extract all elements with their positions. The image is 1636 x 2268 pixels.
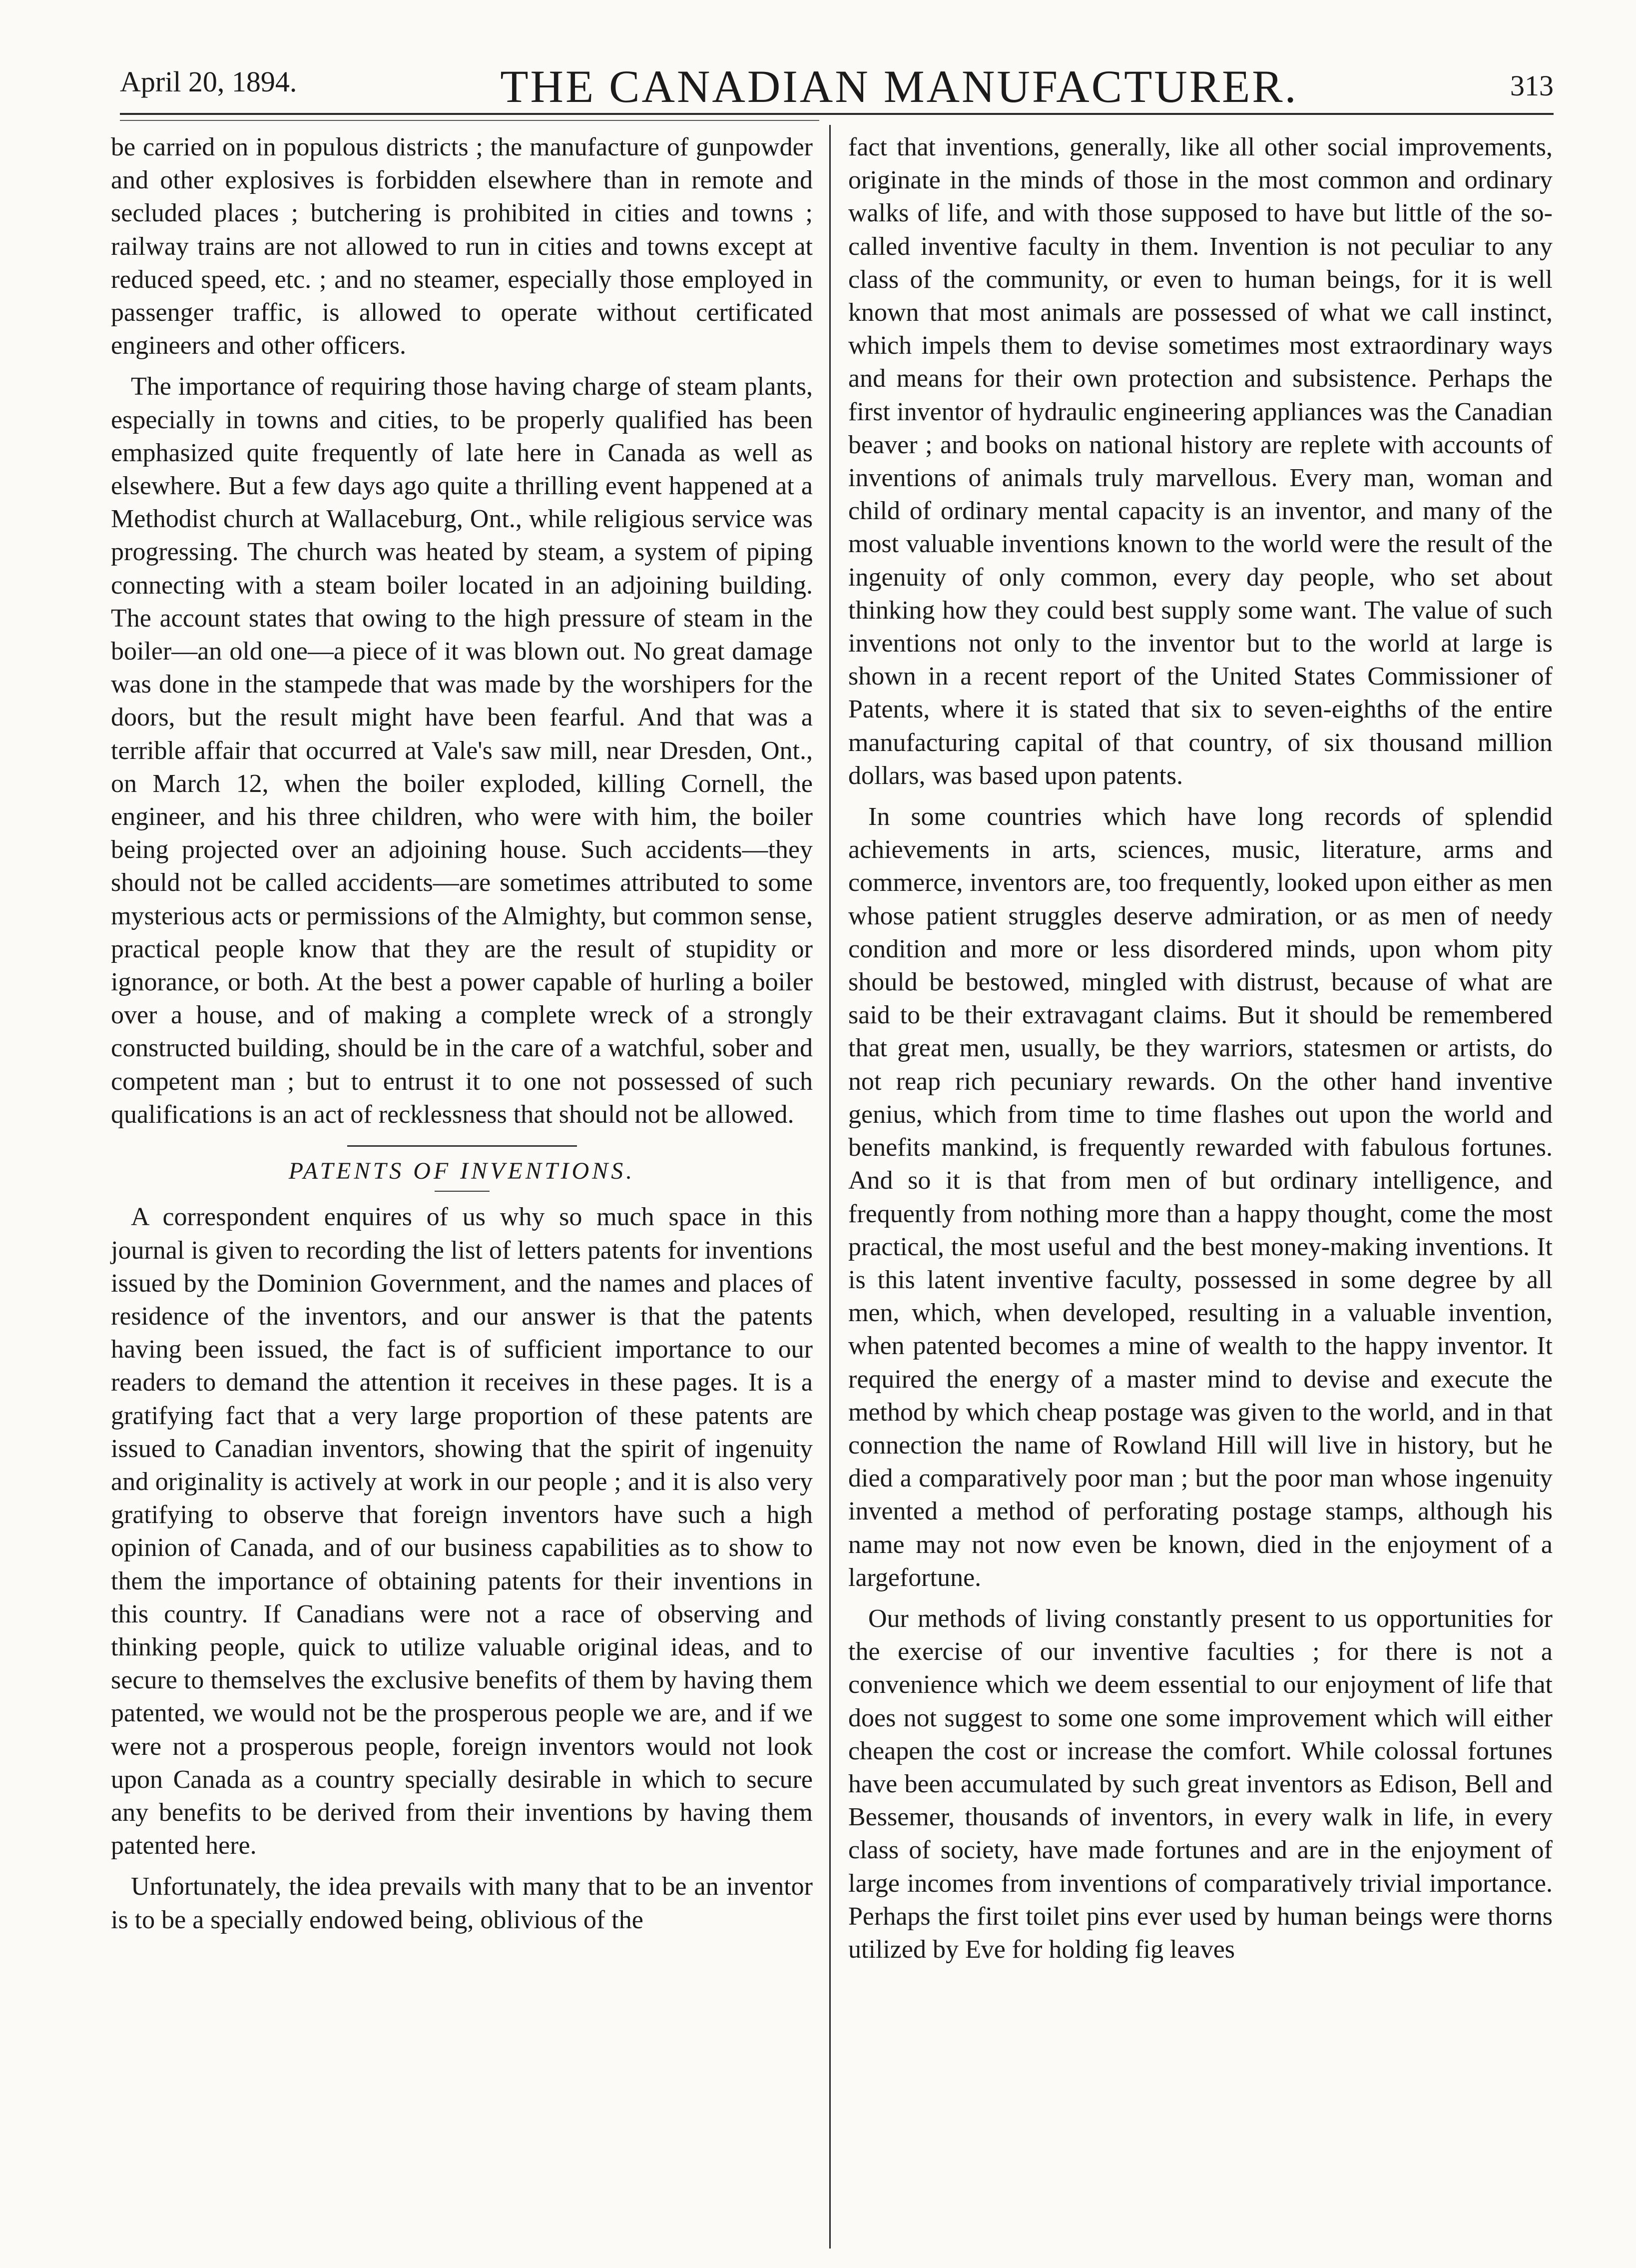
left-column xyxy=(111,131,813,1937)
paragraph: Our methods of living constantly present to us opportunities for the exercise of our inventive faculties ; for there is not a convenience which we deem essential to our enjoyment of life that does not suggest to some one some improvement which will either cheapen the cost or increase the comfort. While colossal fortunes have been accumulated by such great inventors as Edison, Bell and Bessemer, thousands of inventors, in every walk in life, in every class of society, have made fortunes and are in the enjoyment of large incomes from inventions of comparatively trivial importance. Perhaps the first toilet pins ever used by human beings were thorns utilized by Eve for holding fig leaves xyxy=(848,1604,1553,1964)
column-divider xyxy=(829,125,831,2249)
masthead-title: THE CANADIAN MANUFACTURER. xyxy=(500,61,1298,112)
header-rule-secondary xyxy=(120,120,819,121)
paragraph: The importance of requiring those having charge of steam plants, especially in towns and cities, to be properly qualified has been emphasized quite frequently of late here in Canada as well as elsewhere. But a few days ago quite a thrilling event happened at a Methodist church at Wallaceburg, Ont., while religious service was progressing. The church was heated by steam, a system of piping connecting with a steam boiler located in an adjoining building. The account states that owing to the high pressure of steam in the boiler—an old one—a piece of it was blown out. No great damage was done in the stampede that was made by the worshipers for the doors, but the result might have been fearful. And that was a terrible affair that occurred at Vale's saw mill, near Dresden, Ont., on March 12, when the boiler exploded, killing Cornell, the engineer, and his three children, who were with him, the boiler being projected over an adjoining house. Such accidents—they should not be called accidents—are sometimes attributed to some mysterious acts or permissions of the Almighty, but common sense, practical people know that they are the result of stupidity or ignorance, or both. At the best a power capable of hurling a boiler over a house, and of making a complete wreck of a strongly constructed building, should be in the care of a watchful, sober and competent man ; but to entrust it to one not possessed of such qualifications is an act of recklessness that should not be allowed. xyxy=(111,372,813,1129)
issue-date: April 20, 1894. xyxy=(120,65,297,98)
section-heading: PATENTS OF INVENTIONS. xyxy=(288,1158,635,1185)
paragraph: be carried on in populous districts ; the manufacture of gunpowder and other explosives is forbidden elsewhere than in remote and secluded places ; butchering is prohibited in cities and towns ; railway trains are not allowed to run in cities and towns except at reduced speed, etc. ; and no steamer, especially those employed in passenger traffic, is allowed to operate without certificated engineers and other officers. xyxy=(111,133,813,360)
right-column xyxy=(848,131,1553,1966)
header-rule xyxy=(120,113,1554,115)
paragraph: In some countries which have long records of splendid achievements in arts, sciences, music, literature, arms and commerce, inventors are, too frequently, looked upon either as men whose patient struggles deserve admiration, or as men of needy condition and more or less disordered minds, upon whom pity should be bestowed, mingled with distrust, because of what are said to be their extravagant claims. But it should be remembered that great men, usually, be they warriors, statesmen or artists, do not reap rich pecuniary rewards. On the other hand inventive genius, which from time to time flashes out upon the world and benefits mankind, is frequently rewarded with fabulous fortunes. And so it is that from men of but ordinary intelligence, and frequently from nothing more than a happy thought, come the most practical, the most useful and the best money-making inventions. It is this latent inventive faculty, possessed in some degree by all men, which, when developed, resulting in a valuable invention, when patented becomes a mine of wealth to the happy inventor. It required the energy of a master mind to devise and execute the method by which cheap postage was given to the world, and in that connection the name of Rowland Hill will live in history, but he died a comparatively poor man ; but the poor man whose ingenuity invented a method of perforating postage stamps, although his name may not now even be known, died in the enjoyment of a largefortune. xyxy=(848,802,1553,1592)
section-divider-short xyxy=(435,1191,490,1192)
paragraph: fact that inventions, generally, like all other social improvements, originate in the minds of those in the most common and ordinary walks of life, and with those supposed to have but little of the so-called inventive faculty in them. Invention is not peculiar to any class of the community, or even to human beings, for it is well known that most animals are possessed of what we call instinct, which impels them to devise sometimes most extraordinary ways and means for their own protection and subsistence. Perhaps the first inventor of hydraulic engineering appliances was the Canadian beaver ; and books on national history are replete with accounts of inventions of animals truly marvellous. Every man, woman and child of ordinary mental capacity is an inventor, and many of the most valuable inventions known to the world were the result of the ingenuity of only common, every day people, who set about thinking how they could best supply some want. The value of such inventions not only to the inventor but to the world at large is shown in a recent report of the United States Commissioner of Patents, where it is stated that six to seven-eighths of the entire manufacturing capital of that country, of six thousand million dollars, was based upon patents. xyxy=(848,133,1553,790)
section-divider xyxy=(347,1145,577,1147)
paragraph: Unfortunately, the idea prevails with many that to be an inventor is to be a specially endowed being, oblivious of the xyxy=(111,1872,813,1934)
page-header xyxy=(120,60,1554,115)
paragraph: A correspondent enquires of us why so much space in this journal is given to recording the list of letters patents for inventions issued by the Dominion Government, and the names and places of residence of the inventors, and our answer is that the patents having been issued, the fact is of sufficient importance to our readers to demand the attention it receives in these pages. It is a gratifying fact that a very large proportion of these patents are issued to Canadian inventors, showing that the spirit of ingenuity and originality is actively at work in our people ; and it is also very gratifying to observe that foreign inventors have such a high opinion of Canada, and of our business capabilities as to show to them the importance of obtaining patents for their inventions in this country. If Canadians were not a race of observing and thinking people, quick to utilize valuable original ideas, and to secure to themselves the exclusive benefits of them by having them patented, we would not be the prosperous people we are, and if we were not a prosperous people, foreign inventors would not look upon Canada as a country specially desirable in which to secure any benefits to be derived from their inventions by having them patented here. xyxy=(111,1203,813,1860)
page-number: 313 xyxy=(1510,69,1554,102)
